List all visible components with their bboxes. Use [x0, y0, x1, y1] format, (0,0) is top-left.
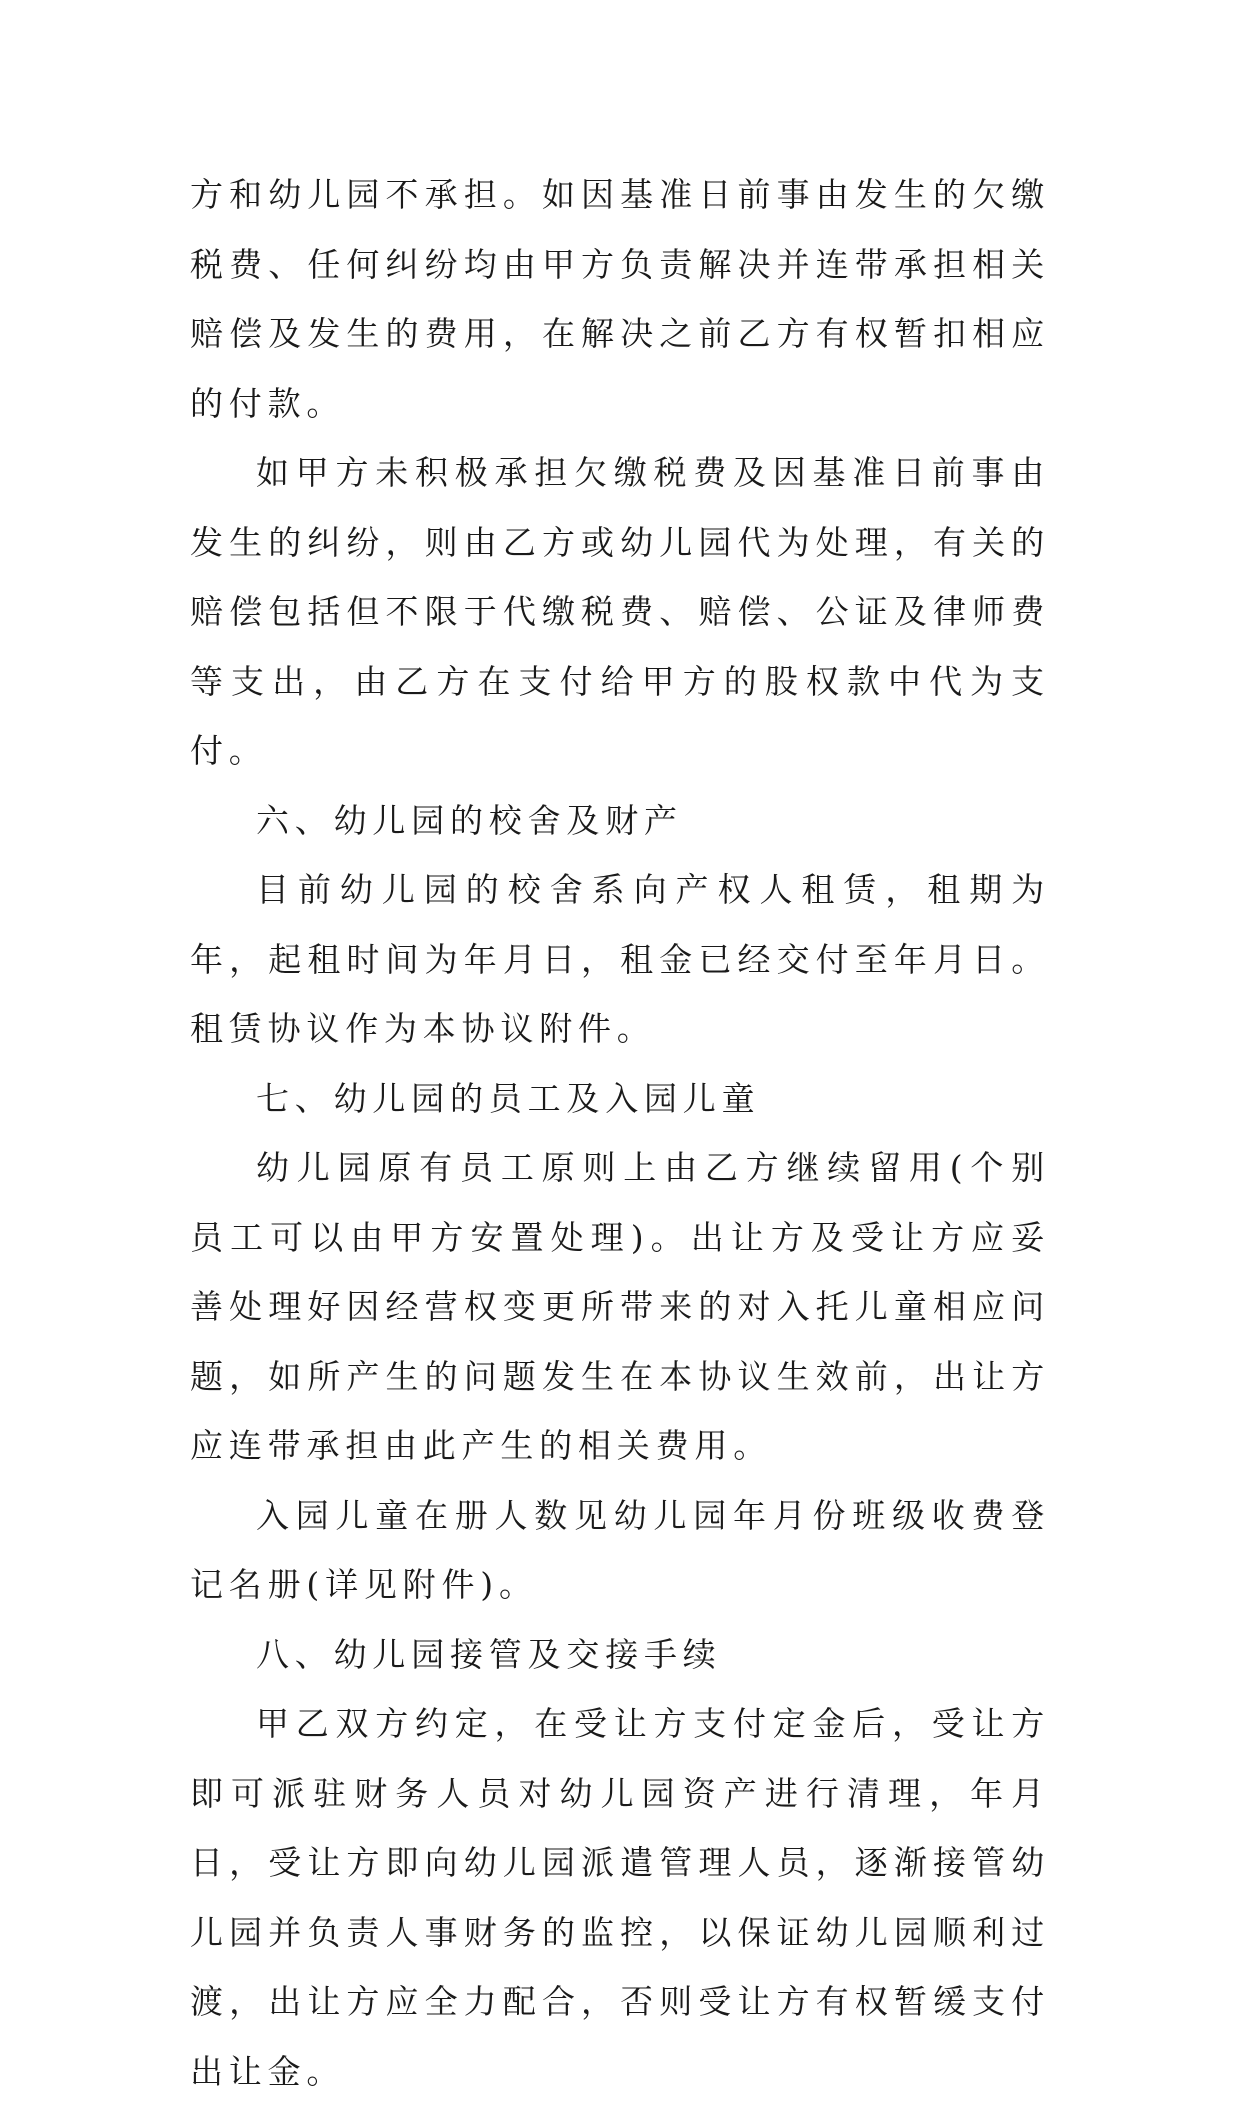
paragraph-enrolled-children: 入园儿童在册人数见幼儿园年月份班级收费登记名册(详见附件)。	[190, 1495, 1050, 1604]
paragraph-staff: 幼儿园原有员工原则上由乙方继续留用(个别员工可以由甲方安置处理)。出让方及受让方应妥善处理好因经营权变更所带来的对入托儿童相应问题，如所产生的问题发生在本协议生效前，出让方应连带承担由此产生的相关费用。	[190, 1148, 1050, 1465]
paragraph-handover: 甲乙双方约定，在受让方支付定金后，受让方即可派驻财务人员对幼儿园资产进行清理，年月日，受让方即向幼儿园派遣管理人员，逐渐接管幼儿园并负责人事财务的监控，以保证幼儿园顺利过渡，出让方应全力配合，否则受让方有权暂缓支付出让金。	[190, 1704, 1050, 2091]
section-heading-6: 六、幼儿园的校舍及财产	[256, 800, 683, 840]
paragraph-tax-disputes: 如甲方未积极承担欠缴税费及因基准日前事由发生的纠纷，则由乙方或幼儿园代为处理，有关的赔偿包括但不限于代缴税费、赔偿、公证及律师费等支出，由乙方在支付给甲方的股权款中代为支付。	[190, 453, 1050, 770]
section-heading-8: 八、幼儿园接管及交接手续	[256, 1634, 722, 1674]
paragraph-premises-lease: 目前幼儿园的校舍系向产权人租赁，租期为年，起租时间为年月日，租金已经交付至年月日。租赁协议作为本协议附件。	[190, 870, 1050, 1048]
document-body	[190, 160, 1050, 2106]
paragraph-continuation: 方和幼儿园不承担。如因基准日前事由发生的欠缴税费、任何纠纷均由甲方负责解决并连带承担相关赔偿及发生的费用，在解决之前乙方有权暂扣相应的付款。	[190, 175, 1050, 423]
section-heading-7: 七、幼儿园的员工及入园儿童	[256, 1078, 761, 1118]
